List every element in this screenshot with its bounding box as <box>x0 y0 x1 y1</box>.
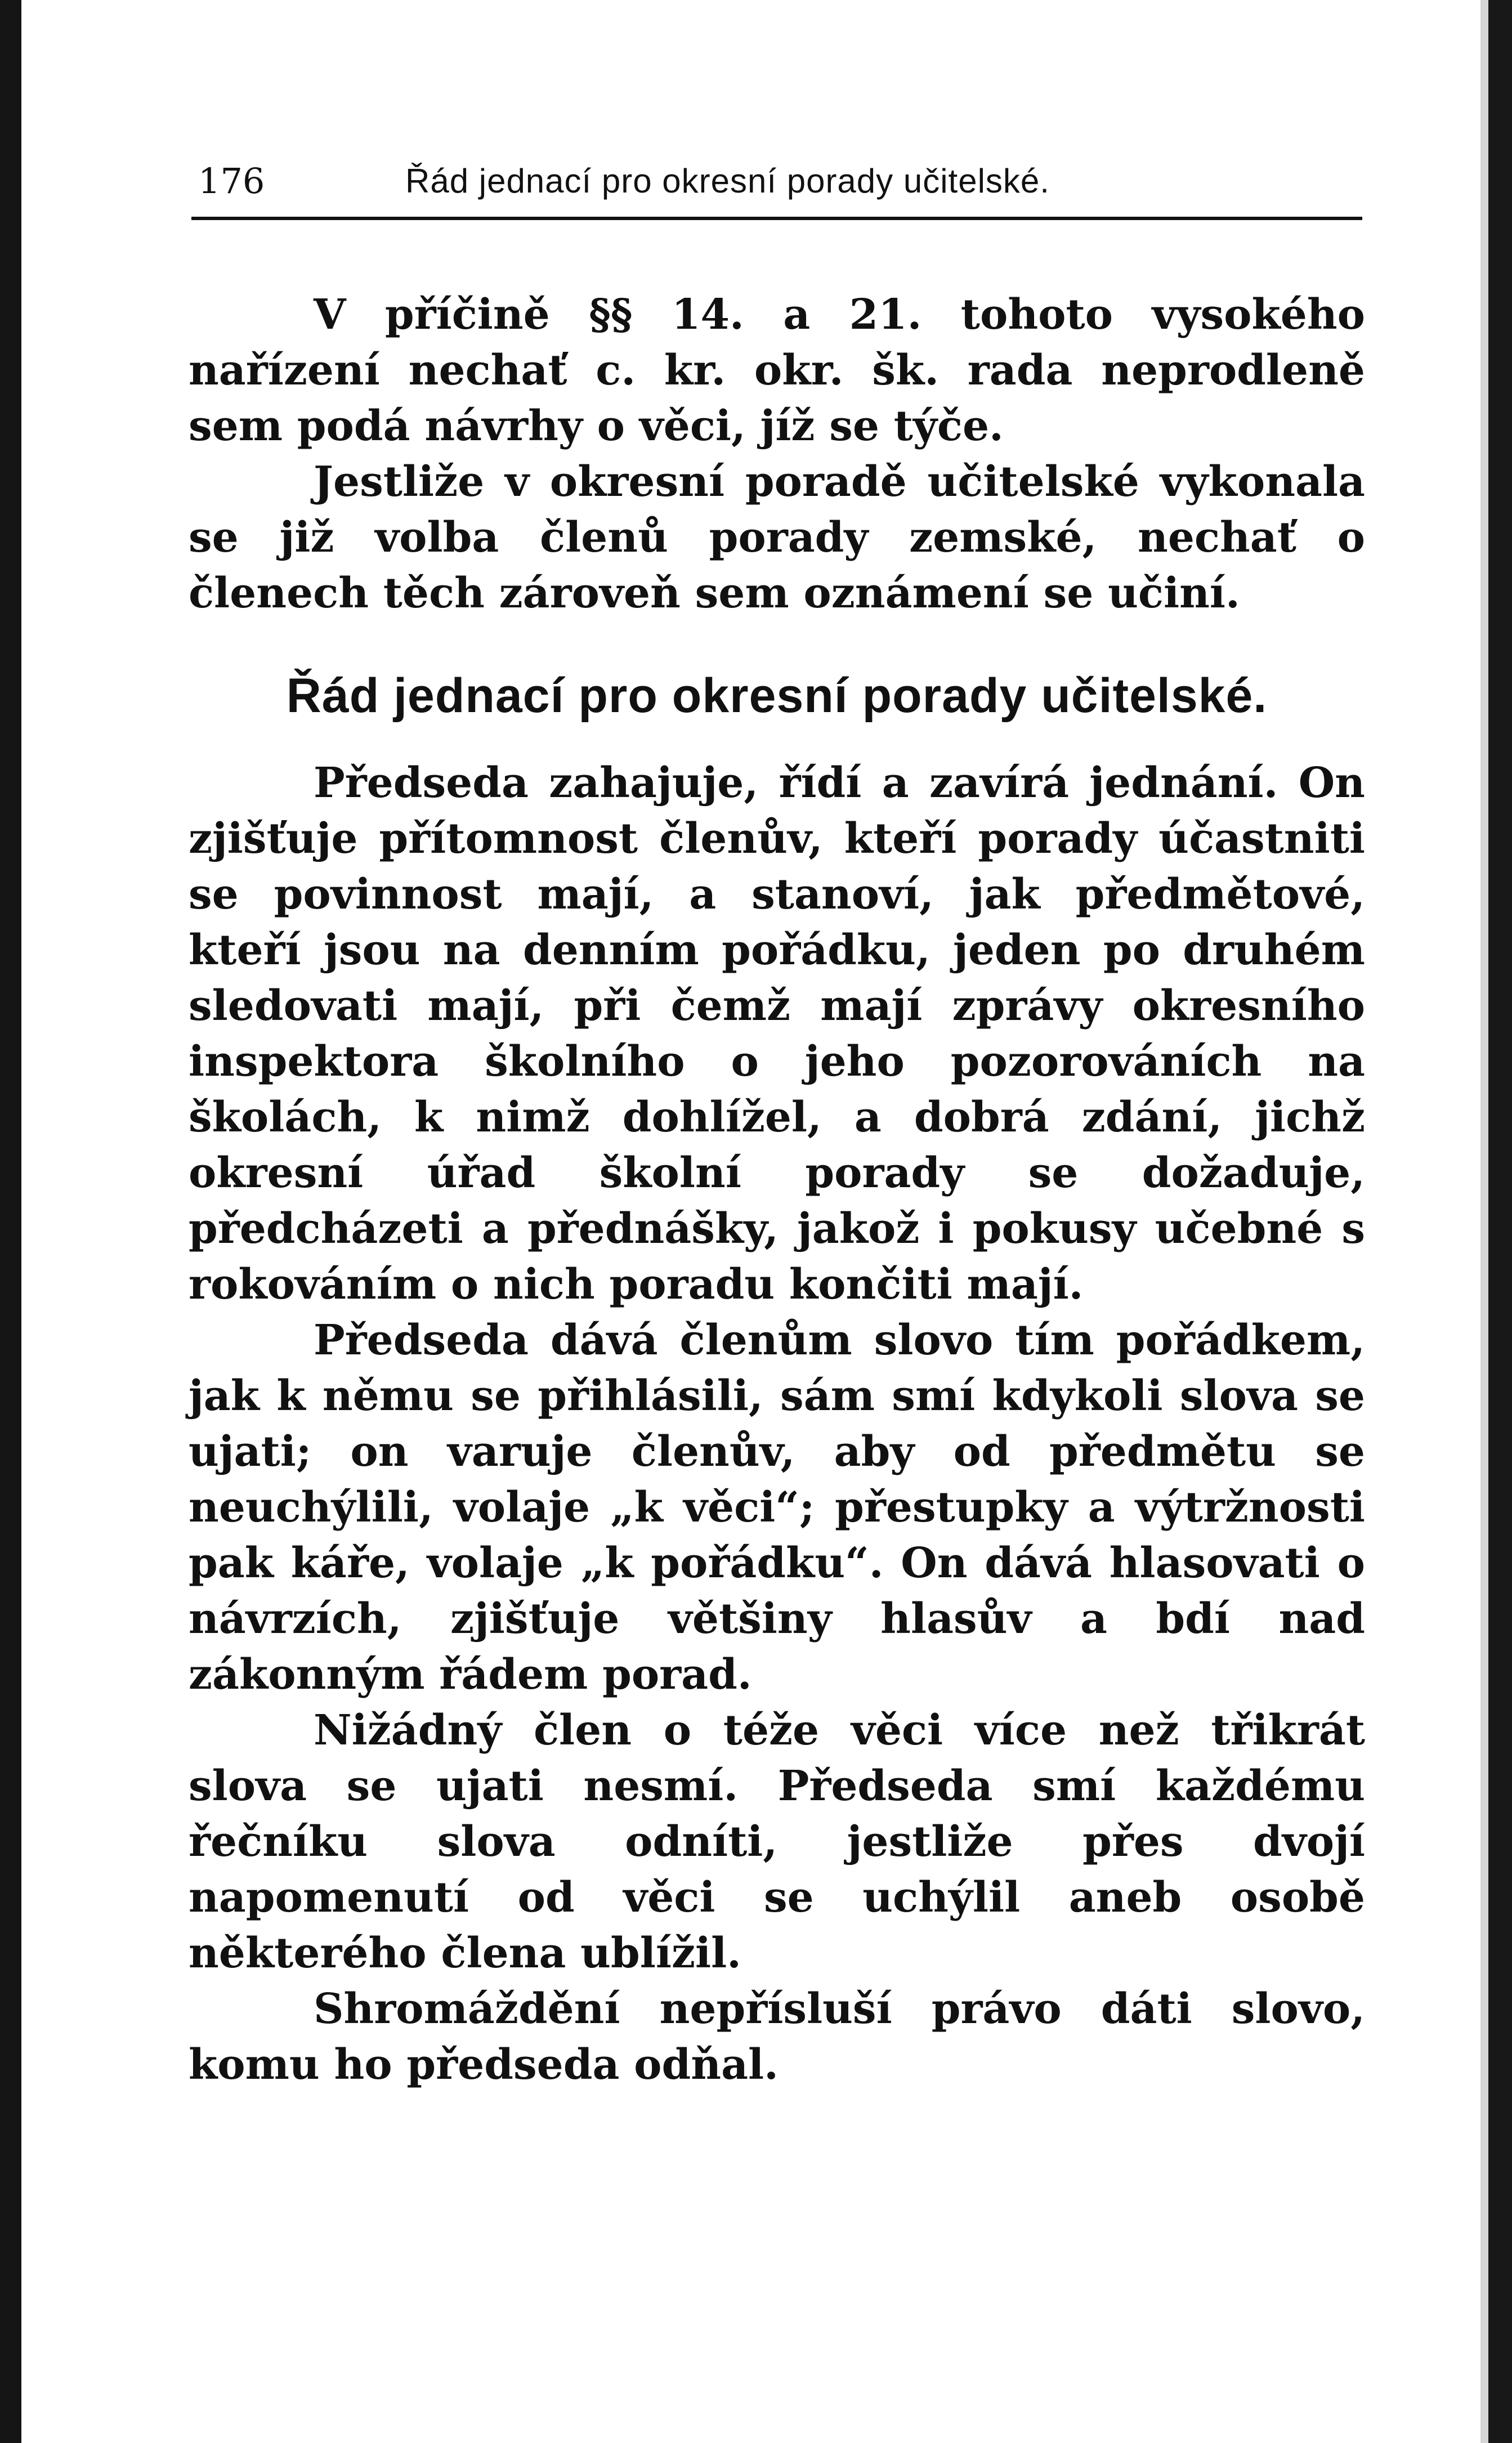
paragraph: Nižádný člen o téže věci více než třikrát slova se ujati nesmí. Předseda smí každému řečníku slova odníti, jestliže přes dvojí napomenutí od věci se uchýlil aneb osobě některého člena ublížil. <box>189 1706 1365 1977</box>
scan-page-edge <box>1480 0 1488 2443</box>
page-number: 176 <box>198 160 265 202</box>
paragraph: Předseda zahajuje, řídí a zavírá jednání. On zjišťuje přítomnost členův, kteří porady účastniti se povinnost mají, a stanoví, jak předmětové, kteří jsou na denním pořádku, jeden po druhém sledovati mají, při čemž mají zprávy okresního inspektora školního o jeho pozorováních na školách, k nimž dohlížel, a dobrá zdání, jichž okresní úřad školní porady se dožaduje, předcházeti a přednášky, jakož i pokusy učebné s rokováním o nich poradu končiti mají. <box>189 759 1365 1309</box>
page-body <box>189 287 1365 2093</box>
paragraph: Shromáždění nepřísluší právo dáti slovo, komu ho předseda odňal. <box>189 1985 1365 2089</box>
page-header <box>191 155 1362 220</box>
section-title: Řád jednací pro okresní porady učitelské. <box>286 669 1268 723</box>
running-head: Řád jednací pro okresní porady učitelské. <box>405 162 1050 200</box>
paragraph: Jestliže v okresní poradě učitelské vykonala se již volba členů porady zemské, nechať o členech těch zároveň sem oznámení se učiní. <box>189 458 1365 618</box>
scan-border-left <box>0 0 21 2443</box>
paragraph: Předseda dává členům slovo tím pořádkem, jak k němu se přihlásili, sám smí kdykoli slova se ujati; on varuje členův, aby od předmětu se neuchýlili, volaje „k věci“; přestupky a výtržnosti pak káře, volaje „k pořádku“. On dává hlasovati o návrzích, zjišťuje většiny hlasův a bdí nad zákonným řádem porad. <box>189 1316 1365 1699</box>
scan-border-right <box>1488 0 1512 2443</box>
paragraph: V příčině §§ 14. a 21. tohoto vysokého nařízení nechať c. kr. okr. šk. rada neprodleně sem podá návrhy o věci, jíž se týče. <box>189 290 1365 450</box>
